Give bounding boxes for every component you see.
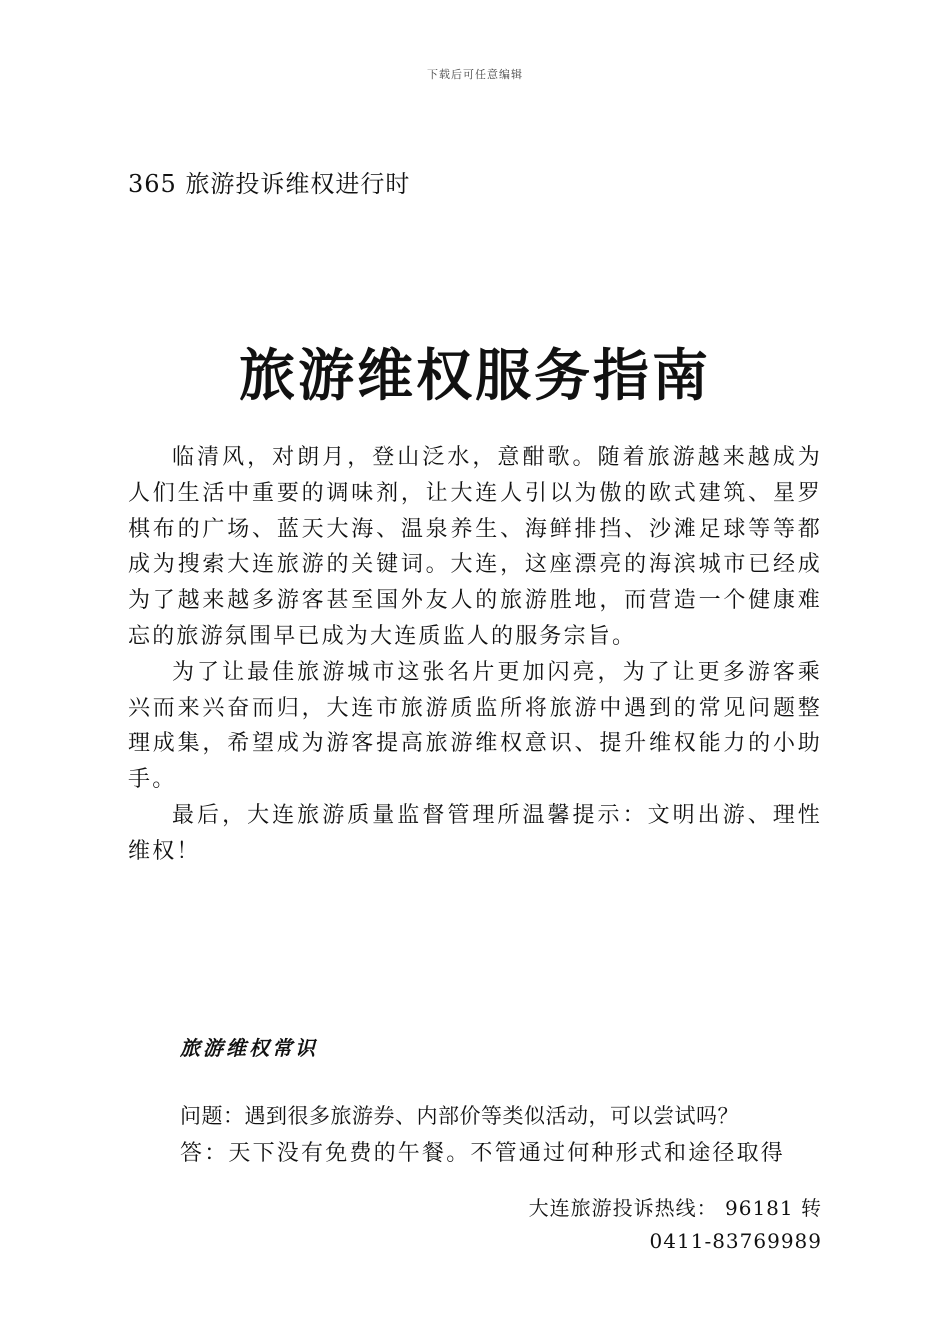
series-title: 365 旅游投诉维权进行时 bbox=[128, 170, 411, 198]
qa-question: 问题：遇到很多旅游券、内部价等类似活动，可以尝试吗？ bbox=[180, 1104, 739, 1128]
intro-paragraph: 最后，大连旅游质量监督管理所温馨提示：文明出游、理性维权！ bbox=[128, 802, 822, 864]
hotline-line-2: 0411-83769989 bbox=[649, 1229, 822, 1253]
hotline-info bbox=[529, 1192, 822, 1258]
hotline-line-1: 大连旅游投诉热线： 96181 转 bbox=[528, 1196, 822, 1220]
header-note: 下载后可任意编辑 bbox=[427, 68, 523, 81]
intro-paragraph: 为了让最佳旅游城市这张名片更加闪亮，为了让更多游客乘兴而来兴奋而归，大连市旅游质监所将旅游中遇到的常见问题整理成集，希望成为游客提高旅游维权意识、提升维权能力的小助手。 bbox=[128, 659, 822, 793]
intro-paragraph: 临清风，对朗月，登山泛水，意酣歌。随着旅游越来越成为人们生活中重要的调味剂，让大连人引以为傲的欧式建筑、星罗棋布的广场、蓝天大海、温泉养生、海鲜排挡、沙滩足球等等都成为搜索大连旅游的关键词。大连，这座漂亮的海滨城市已经成为了越来越多游客甚至国外友人的旅游胜地，而营造一个健康难忘的旅游氛围早已成为大连质监人的服务宗旨。 bbox=[128, 445, 822, 649]
intro-body bbox=[128, 440, 822, 870]
qa-answer: 答：天下没有免费的午餐。不管通过何种形式和途径取得 bbox=[180, 1141, 786, 1166]
section-heading: 旅游维权常识 bbox=[180, 1036, 318, 1060]
page-title: 旅游维权服务指南 bbox=[239, 343, 711, 409]
